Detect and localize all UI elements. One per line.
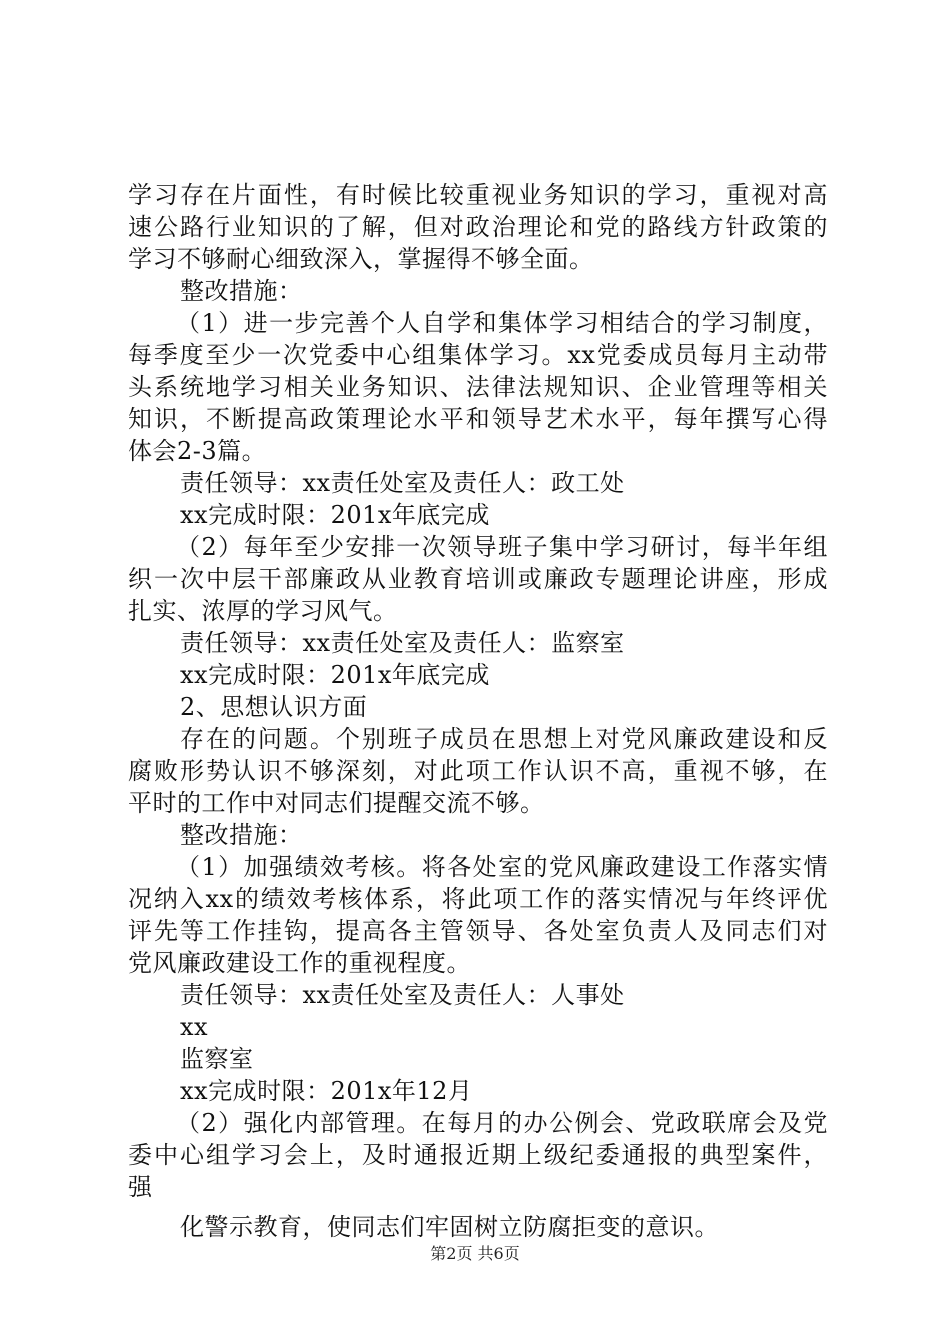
text-line: 学习存在片面性，有时候比较重视业务知识的学习，重视对高 (128, 181, 828, 209)
text-line: 责任领导：xx责任处室及责任人：政工处 (180, 469, 625, 497)
text-line: （1）进一步完善个人自学和集体学习相结合的学习制度， (176, 309, 828, 337)
text-line: 责任领导：xx责任处室及责任人：监察室 (180, 629, 625, 657)
text-line: 存在的问题。个别班子成员在思想上对党风廉政建设和反 (180, 725, 828, 753)
text-line: xx完成时限：201x年底完成 (180, 501, 490, 529)
text-line: （2）每年至少安排一次领导班子集中学习研讨，每半年组 (176, 533, 828, 561)
text-line: xx完成时限：201x年12月 (180, 1077, 473, 1105)
text-line: 监察室 (180, 1045, 254, 1073)
text-line: （1）加强绩效考核。将各处室的党风廉政建设工作落实情 (176, 853, 828, 881)
text-line: 知识，不断提高政策理论水平和领导艺术水平，每年撰写心得 (128, 405, 828, 433)
text-line: 扎实、浓厚的学习风气。 (128, 597, 398, 625)
text-line: 化警示教育，使同志们牢固树立防腐拒变的意识。 (180, 1213, 719, 1241)
page-number-footer: 第2页 共6页 (430, 1244, 520, 1263)
text-line: 学习不够耐心细致深入，掌握得不够全面。 (128, 245, 594, 273)
text-line: 腐败形势认识不够深刻，对此项工作认识不高，重视不够，在 (128, 757, 828, 785)
text-line: 速公路行业知识的了解，但对政治理论和党的路线方针政策的 (128, 213, 828, 241)
text-line: 体会2-3篇。 (128, 437, 267, 465)
text-line: 头系统地学习相关业务知识、法律法规知识、企业管理等相关 (128, 373, 828, 401)
text-line: xx完成时限：201x年底完成 (180, 661, 490, 689)
text-line: xx (180, 1013, 209, 1041)
section-heading: 2、思想认识方面 (180, 693, 368, 721)
text-line: 党风廉政建设工作的重视程度。 (128, 949, 471, 977)
text-line: 况纳入xx的绩效考核体系，将此项工作的落实情况与年终评优 (128, 885, 828, 913)
text-line: 织一次中层干部廉政从业教育培训或廉政专题理论讲座，形成 (128, 565, 828, 593)
text-line: 整改措施： (180, 277, 303, 305)
text-line: 平时的工作中对同志们提醒交流不够。 (128, 789, 545, 817)
text-line: 委中心组学习会上，及时通报近期上级纪委通报的典型案件， (128, 1141, 828, 1169)
text-line: 整改措施： (180, 821, 303, 849)
text-line: 责任领导：xx责任处室及责任人：人事处 (180, 981, 625, 1009)
text-line: 强 (128, 1173, 153, 1201)
text-line: 每季度至少一次党委中心组集体学习。xx党委成员每月主动带 (128, 341, 828, 369)
text-line: 评先等工作挂钩，提高各主管领导、各处室负责人及同志们对 (128, 917, 828, 945)
text-line: （2）强化内部管理。在每月的办公例会、党政联席会及党 (176, 1109, 828, 1137)
